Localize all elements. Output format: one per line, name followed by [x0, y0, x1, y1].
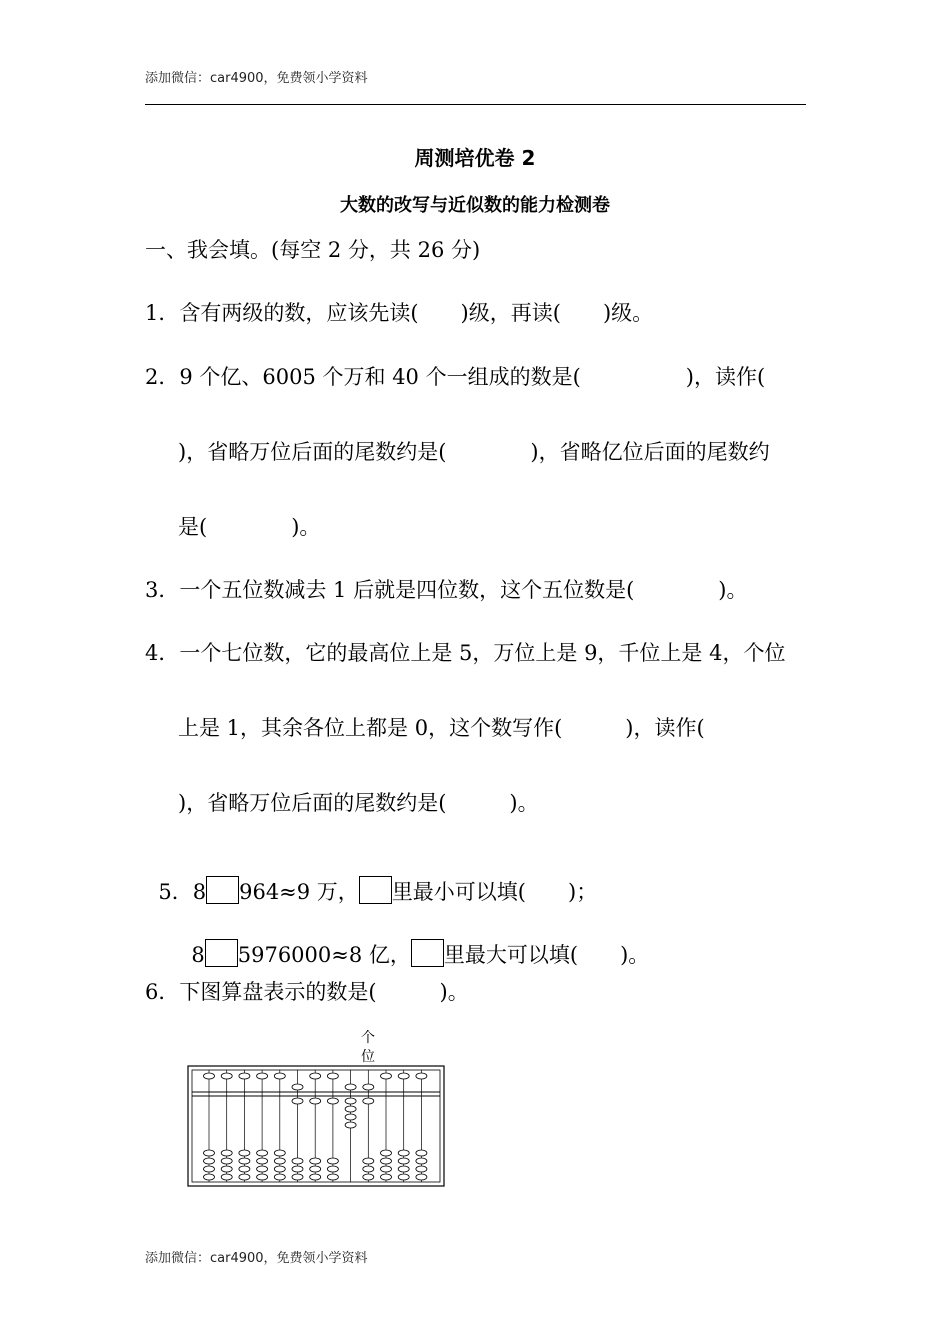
question-4-line3: )，省略万位后面的尾数约是( )。 — [178, 791, 539, 815]
abacus-lower-bead — [310, 1166, 321, 1172]
abacus-lower-bead — [221, 1150, 232, 1156]
q5-a-mid: 964≈9 万， — [239, 880, 359, 904]
abacus-lower-bead — [204, 1166, 215, 1172]
abacus-upper-bead — [239, 1073, 250, 1079]
abacus-lower-bead — [345, 1122, 356, 1128]
abacus-upper-bead — [310, 1073, 321, 1079]
question-5-line2 — [178, 918, 649, 967]
abacus-lower-bead — [221, 1174, 232, 1180]
question-2-line2: )，省略万位后面的尾数约是( )，省略亿位后面的尾数约 — [178, 440, 770, 464]
abacus-lower-bead — [239, 1174, 250, 1180]
abacus-lower-bead — [257, 1166, 268, 1172]
question-1: 1．含有两级的数，应该先读( )级，再读( )级。 — [145, 301, 654, 325]
abacus-lower-bead — [257, 1150, 268, 1156]
abacus-upper-bead — [204, 1073, 215, 1079]
abacus-upper-bead — [416, 1073, 427, 1079]
abacus-lower-bead — [274, 1158, 285, 1164]
abacus-lower-bead — [204, 1158, 215, 1164]
abacus-upper-bead — [381, 1073, 392, 1079]
section-heading: 一、我会填。(每空 2 分，共 26 分) — [145, 238, 481, 262]
abacus-lower-bead — [381, 1166, 392, 1172]
abacus-upper-bead — [398, 1073, 409, 1079]
header-note: 添加微信：car4900，免费领小学资料 — [145, 71, 368, 86]
abacus-lower-bead — [239, 1150, 250, 1156]
abacus-upper-bead — [221, 1073, 232, 1079]
abacus-lower-bead — [363, 1174, 374, 1180]
abacus-lower-bead — [398, 1158, 409, 1164]
footer-note: 添加微信：car4900，免费领小学资料 — [145, 1251, 368, 1266]
abacus-lower-bead — [292, 1166, 303, 1172]
page-title: 周测培优卷 2 — [414, 146, 536, 170]
question-4-line2: 上是 1，其余各位上都是 0，这个数写作( )，读作( — [178, 716, 705, 740]
abacus-lower-bead — [327, 1098, 338, 1104]
abacus-lower-bead — [274, 1166, 285, 1172]
abacus-lower-bead — [221, 1158, 232, 1164]
answer-box[interactable] — [411, 939, 444, 967]
abacus-lower-bead — [239, 1158, 250, 1164]
abacus-lower-bead — [381, 1150, 392, 1156]
abacus-label-bottom: 位 — [361, 1049, 375, 1065]
abacus-lower-bead — [327, 1158, 338, 1164]
abacus-upper-bead — [274, 1073, 285, 1079]
abacus-lower-bead — [363, 1166, 374, 1172]
q5-b-suffix: 里最大可以填( )。 — [443, 943, 650, 967]
abacus-lower-bead — [310, 1098, 321, 1104]
abacus-lower-bead — [363, 1098, 374, 1104]
abacus-lower-bead — [416, 1150, 427, 1156]
abacus-upper-bead — [257, 1073, 268, 1079]
question-4-line1: 4．一个七位数，它的最高位上是 5，万位上是 9，千位上是 4，个位 — [145, 641, 786, 665]
abacus-lower-bead — [204, 1174, 215, 1180]
abacus-lower-bead — [345, 1098, 356, 1104]
question-5-line1 — [145, 855, 597, 904]
abacus-lower-bead — [381, 1174, 392, 1180]
abacus-lower-bead — [416, 1174, 427, 1180]
abacus-lower-bead — [292, 1098, 303, 1104]
q5-b-prefix: 8 — [191, 943, 205, 967]
abacus-lower-bead — [345, 1106, 356, 1112]
question-2-line1: 2．9 个亿、6005 个万和 40 个一组成的数是( )，读作( — [145, 365, 766, 389]
question-3: 3．一个五位数减去 1 后就是四位数，这个五位数是( )。 — [145, 578, 748, 602]
abacus-lower-bead — [416, 1158, 427, 1164]
abacus-lower-bead — [363, 1158, 374, 1164]
q5-a-prefix: 5．8 — [158, 880, 207, 904]
abacus-upper-bead — [363, 1084, 374, 1090]
abacus-lower-bead — [292, 1174, 303, 1180]
abacus-lower-bead — [381, 1158, 392, 1164]
answer-box[interactable] — [206, 876, 239, 904]
q5-a-suffix: 里最小可以填( )； — [391, 880, 598, 904]
question-2-line3: 是( )。 — [178, 515, 321, 539]
question-6: 6．下图算盘表示的数是( )。 — [145, 980, 469, 1004]
abacus-figure — [187, 1065, 445, 1187]
answer-box[interactable] — [359, 876, 392, 904]
abacus-lower-bead — [204, 1150, 215, 1156]
abacus-lower-bead — [310, 1174, 321, 1180]
abacus-lower-bead — [257, 1158, 268, 1164]
abacus-lower-bead — [310, 1158, 321, 1164]
abacus-lower-bead — [327, 1174, 338, 1180]
header-rule — [145, 104, 806, 105]
abacus-upper-bead — [327, 1073, 338, 1079]
abacus-lower-bead — [398, 1150, 409, 1156]
abacus-lower-bead — [239, 1166, 250, 1172]
abacus-lower-bead — [327, 1166, 338, 1172]
abacus-inner-frame — [192, 1070, 440, 1182]
abacus-lower-bead — [345, 1114, 356, 1120]
page-subtitle: 大数的改写与近似数的能力检测卷 — [340, 195, 610, 216]
answer-box[interactable] — [205, 939, 238, 967]
abacus-upper-bead — [345, 1084, 356, 1090]
abacus-lower-bead — [274, 1174, 285, 1180]
abacus-upper-bead — [292, 1084, 303, 1090]
abacus-lower-bead — [398, 1166, 409, 1172]
abacus-lower-bead — [292, 1158, 303, 1164]
abacus-lower-bead — [398, 1174, 409, 1180]
abacus-lower-bead — [274, 1150, 285, 1156]
q5-b-mid: 5976000≈8 亿， — [237, 943, 411, 967]
abacus-label-top: 个 — [361, 1030, 375, 1046]
abacus-lower-bead — [257, 1174, 268, 1180]
abacus-lower-bead — [221, 1166, 232, 1172]
abacus-lower-bead — [416, 1166, 427, 1172]
